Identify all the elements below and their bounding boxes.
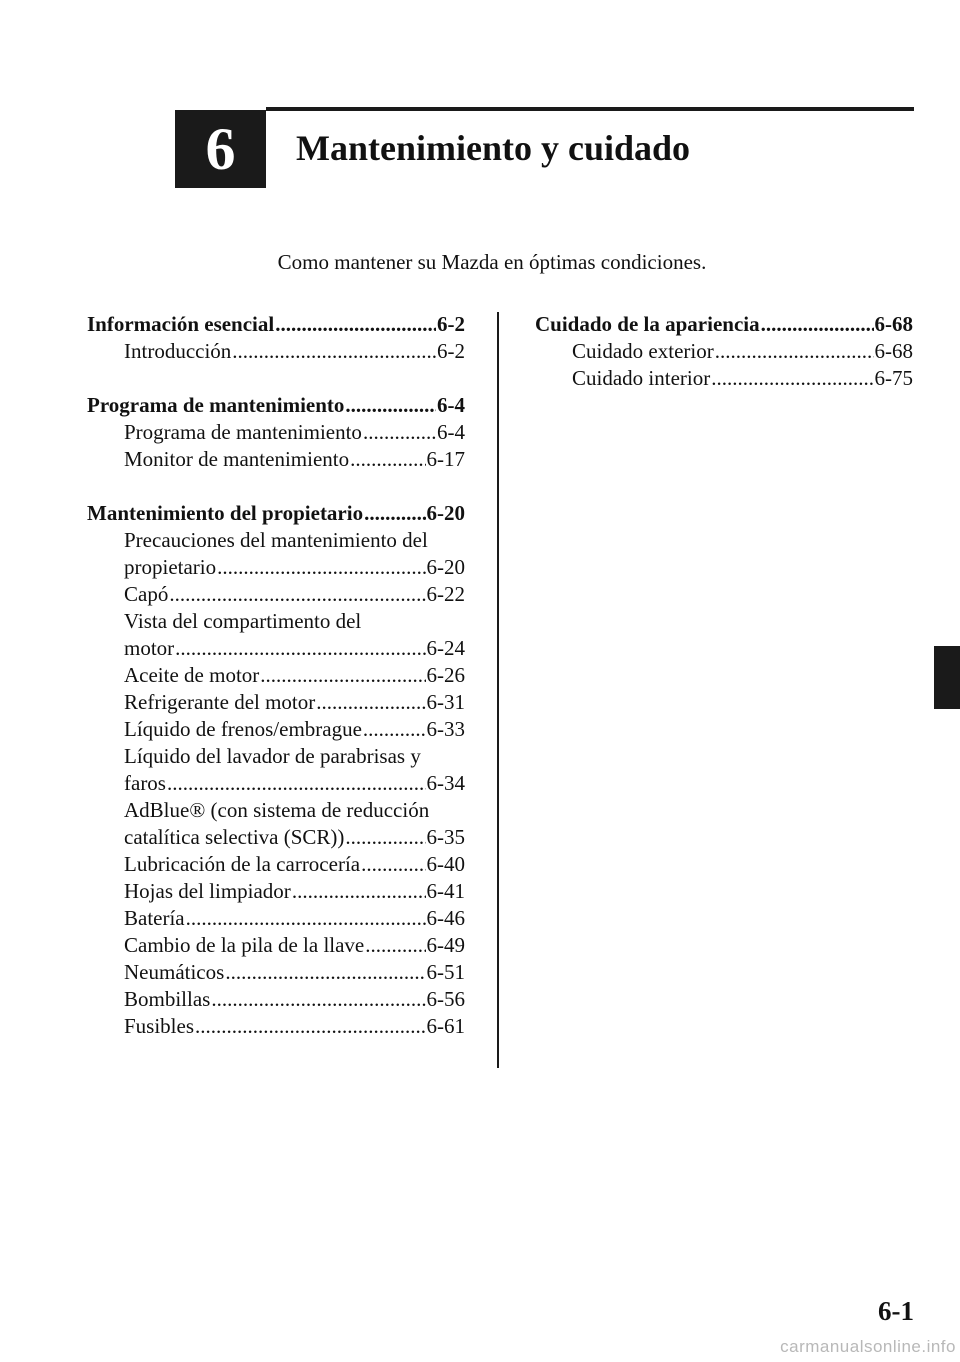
- toc-entry-page: 6-4: [437, 420, 465, 444]
- column-divider: [497, 312, 499, 1068]
- toc-leader-dots: [761, 311, 874, 338]
- toc-leader-dots: [169, 581, 425, 608]
- toc-section: [87, 311, 465, 365]
- chapter-number: 6: [205, 116, 236, 182]
- toc-leader-dots: [364, 500, 425, 527]
- toc-entry-page: 6-41: [426, 879, 465, 903]
- toc-leader-dots: [345, 824, 425, 851]
- toc-entry-page: 6-26: [426, 663, 465, 687]
- toc-heading-title: Programa de mantenimiento: [87, 393, 345, 417]
- toc-leader-dots: [217, 554, 425, 581]
- toc-leader-dots: [350, 446, 425, 473]
- toc-leader-dots: [316, 689, 425, 716]
- toc-entry-line1[interactable]: [87, 797, 465, 824]
- toc-entry[interactable]: [87, 716, 465, 743]
- toc-heading-title: Cuidado de la apariencia: [535, 312, 760, 336]
- toc-entry-title: Líquido de frenos/embrague: [124, 717, 362, 741]
- chapter-title: Mantenimiento y cuidado: [296, 128, 691, 168]
- toc-heading-title: Mantenimiento del propietario: [87, 501, 364, 525]
- toc-entry[interactable]: [87, 446, 465, 473]
- toc-entry-page: 6-56: [426, 987, 465, 1011]
- toc-entry[interactable]: [87, 959, 465, 986]
- watermark-text: carmanualsonline.info: [780, 1337, 956, 1356]
- toc-entry-page: 6-40: [426, 852, 465, 876]
- toc-entry-page: 6-20: [426, 555, 465, 579]
- page-number: 6-1: [878, 1296, 914, 1326]
- toc-heading-title: Información esencial: [87, 312, 275, 336]
- toc-leader-dots: [361, 851, 425, 878]
- toc-section: [87, 500, 465, 1040]
- toc-entry-page: 6-2: [437, 339, 465, 363]
- toc-leader-dots: [232, 338, 436, 365]
- toc-entry-title: Fusibles: [124, 1014, 195, 1038]
- toc-entry-page: 6-75: [874, 366, 913, 390]
- toc-entry-page: 6-34: [426, 771, 465, 795]
- toc-entry-page: 6-49: [426, 933, 465, 957]
- toc-section-heading[interactable]: [87, 392, 465, 419]
- toc-entry-title-line1: Precauciones del mantenimiento del: [124, 528, 428, 552]
- chapter-thumb-tab: [934, 646, 960, 709]
- toc-entry[interactable]: [87, 878, 465, 905]
- toc-entry-title: Introducción: [124, 339, 232, 363]
- toc-leader-dots: [292, 878, 426, 905]
- toc-entry-page: 6-51: [426, 960, 465, 984]
- toc-section: [87, 392, 465, 473]
- toc-entry-page: 6-24: [426, 636, 465, 660]
- toc-entry[interactable]: [87, 1013, 465, 1040]
- toc-entry-page: 6-61: [426, 1014, 465, 1038]
- toc-entry-title: Hojas del limpiador: [124, 879, 291, 903]
- toc-entry-page: 6-33: [426, 717, 465, 741]
- toc-entry[interactable]: [535, 338, 913, 365]
- toc-entry[interactable]: [87, 905, 465, 932]
- toc-leader-dots: [225, 959, 425, 986]
- toc-entry[interactable]: [87, 770, 465, 797]
- toc-entry-page: 6-31: [426, 690, 465, 714]
- toc-entry-title: Neumáticos: [124, 960, 225, 984]
- toc-section: [535, 311, 913, 392]
- toc-entry-title: Monitor de mantenimiento: [124, 447, 350, 471]
- toc-right-column: [535, 311, 913, 419]
- chapter-number-box: [175, 110, 266, 188]
- toc-entry-title: Cuidado interior: [572, 366, 711, 390]
- toc-entry-page: 6-35: [426, 825, 465, 849]
- toc-entry[interactable]: [87, 851, 465, 878]
- toc-entry[interactable]: [535, 365, 913, 392]
- chapter-header-rule: [266, 107, 914, 111]
- toc-section-heading[interactable]: [87, 500, 465, 527]
- toc-entry-title: Cuidado exterior: [572, 339, 714, 363]
- toc-leader-dots: [211, 986, 425, 1013]
- toc-leader-dots: [715, 338, 874, 365]
- toc-entry-page: 6-68: [874, 339, 913, 363]
- toc-heading-page: 6-4: [437, 393, 465, 417]
- toc-entry[interactable]: [87, 689, 465, 716]
- toc-leader-dots: [175, 635, 425, 662]
- toc-leader-dots: [195, 1013, 425, 1040]
- toc-entry[interactable]: [87, 824, 465, 851]
- toc-entry-title: Batería: [124, 906, 185, 930]
- toc-leader-dots: [167, 770, 426, 797]
- toc-leader-dots: [363, 419, 436, 446]
- toc-heading-page: 6-2: [437, 312, 465, 336]
- toc-entry[interactable]: [87, 338, 465, 365]
- toc-section-heading[interactable]: [87, 311, 465, 338]
- toc-entry-title: motor: [124, 636, 175, 660]
- toc-leader-dots: [186, 905, 426, 932]
- toc-entry-title: faros: [124, 771, 166, 795]
- toc-heading-page: 6-68: [874, 312, 913, 336]
- toc-entry-title: Aceite de motor: [124, 663, 260, 687]
- toc-entry-page: 6-46: [426, 906, 465, 930]
- toc-entry-title: Refrigerante del motor: [124, 690, 316, 714]
- toc-entry-title-line1: AdBlue® (con sistema de reducción: [124, 798, 430, 822]
- toc-entry[interactable]: [87, 932, 465, 959]
- toc-entry[interactable]: [87, 986, 465, 1013]
- toc-entry[interactable]: [87, 554, 465, 581]
- toc-leader-dots: [345, 392, 436, 419]
- toc-entry-title: Bombillas: [124, 987, 211, 1011]
- toc-entry-title: Programa de mantenimiento: [124, 420, 362, 444]
- toc-leader-dots: [260, 662, 425, 689]
- chapter-subtitle: Como mantener su Mazda en óptimas condiciones.: [277, 250, 707, 274]
- toc-entry-title-line1: Líquido del lavador de parabrisas y: [124, 744, 421, 768]
- toc-entry-line1[interactable]: [87, 608, 465, 635]
- toc-entry-page: 6-17: [426, 447, 465, 471]
- toc-entry-title: Capó: [124, 582, 169, 606]
- toc-entry-line1[interactable]: [87, 743, 465, 770]
- toc-entry[interactable]: [87, 581, 465, 608]
- toc-entry-title: Cambio de la pila de la llave: [124, 933, 365, 957]
- toc-left-column: [87, 311, 465, 1067]
- toc-entry-title: catalítica selectiva (SCR)): [124, 825, 345, 849]
- toc-section-heading[interactable]: [535, 311, 913, 338]
- toc-entry-title: propietario: [124, 555, 217, 579]
- toc-entry-title-line1: Vista del compartimento del: [124, 609, 362, 633]
- toc-entry[interactable]: [87, 635, 465, 662]
- toc-heading-page: 6-20: [426, 501, 465, 525]
- toc-entry-title: Lubricación de la carrocería: [124, 852, 361, 876]
- toc-entry-line1[interactable]: [87, 527, 465, 554]
- toc-entry-page: 6-22: [426, 582, 465, 606]
- toc-entry[interactable]: [87, 662, 465, 689]
- toc-entry[interactable]: [87, 419, 465, 446]
- toc-leader-dots: [363, 716, 426, 743]
- toc-leader-dots: [711, 365, 873, 392]
- toc-leader-dots: [275, 311, 436, 338]
- toc-leader-dots: [365, 932, 425, 959]
